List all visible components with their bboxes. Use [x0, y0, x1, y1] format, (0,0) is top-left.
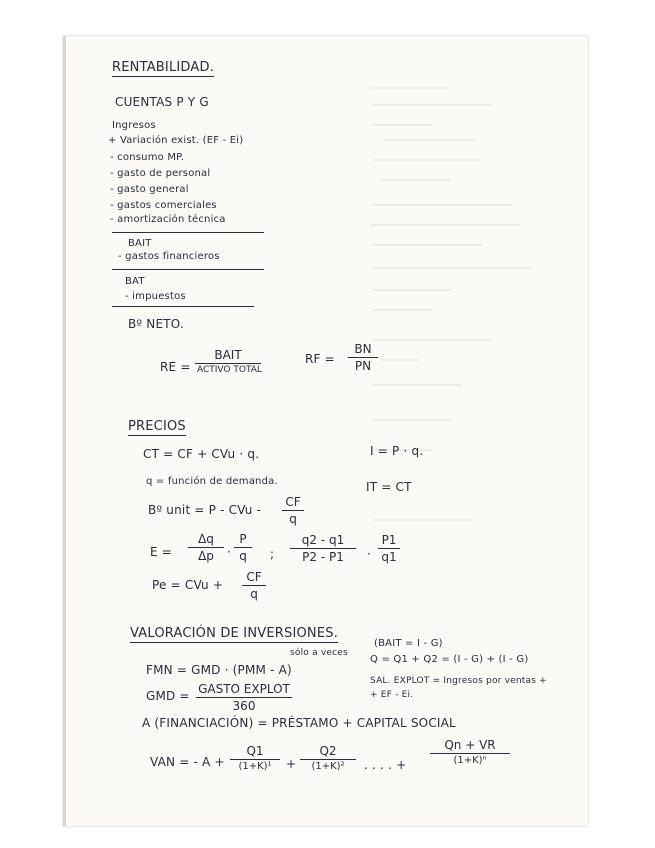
re-denominator: ACTIVO TOTAL: [197, 365, 262, 376]
gmd-denominator: 360: [232, 699, 256, 714]
pe-numerator: CF: [246, 570, 262, 584]
e-f4-numerator: P1: [381, 533, 397, 547]
b-unit-fraction: [282, 495, 304, 526]
subtitle-cuentas-pyg: CUENTAS P Y G: [115, 95, 209, 109]
van-f3-denominator: (1+K)ⁿ: [453, 755, 487, 767]
pe-fraction: [242, 570, 266, 601]
van-plus: +: [286, 757, 297, 771]
beneficio-neto: Bº NETO.: [128, 317, 184, 331]
pyg-line-2: + Variación exist. (EF - Ei): [108, 135, 244, 146]
e-lhs: E =: [150, 545, 173, 559]
pyg-line-3: - consumo MP.: [110, 152, 185, 163]
fmn-equation: FMN = GMD · (PMM - A): [146, 663, 292, 677]
e-dot-2: ·: [367, 547, 372, 561]
van-f3-numerator: Qn + VR: [444, 738, 496, 752]
b-unit-lhs: Bº unit = P - CVu -: [148, 503, 262, 517]
e-dot: ·: [227, 545, 232, 559]
pyg-line-6: - gastos comerciales: [110, 200, 217, 211]
divider: [112, 269, 264, 270]
section-title-precios: PRECIOS: [128, 419, 186, 434]
pyg-line-7: - amortización técnica: [110, 214, 226, 225]
re-lhs: RE =: [160, 360, 191, 374]
e-f1-numerator: Δq: [198, 532, 214, 546]
financiacion-equation: A (FINANCIACIÓN) = PRÉSTAMO + CAPITAL SOCIAL: [142, 716, 456, 730]
pyg-line-5: - gasto general: [110, 184, 189, 195]
e-f4-denominator: q1: [381, 550, 397, 565]
i-equation: I = P · q.: [370, 444, 424, 458]
q-equation: Q = Q1 + Q2 = (I - G) + (I - G): [370, 654, 529, 665]
e-fraction-1: [188, 532, 224, 563]
van-f2-denominator: (1+K)²: [311, 761, 345, 773]
it-ct-equation: IT = CT: [366, 480, 412, 494]
pyg-line-4: - gasto de personal: [110, 168, 211, 179]
rf-lhs: RF =: [305, 352, 335, 366]
bait-label: BAIT: [128, 238, 152, 249]
e-fraction-4: [378, 533, 400, 564]
gmd-lhs: GMD =: [146, 689, 190, 703]
e-f3-numerator: q2 - q1: [301, 533, 345, 547]
pyg-line-1: Ingresos: [112, 120, 156, 131]
gmd-fraction: [196, 682, 292, 713]
ct-equation: CT = CF + CVu · q.: [143, 447, 260, 461]
van-f1-denominator: (1+K)¹: [238, 761, 272, 773]
gmd-numerator: GASTO EXPLOT: [198, 682, 290, 696]
saldo-explot-2: + EF - Ei.: [370, 690, 414, 700]
pe-denominator: q: [250, 587, 258, 602]
van-fraction-2: [300, 744, 356, 772]
van-dots: . . . . +: [364, 758, 407, 772]
impuestos: - impuestos: [125, 291, 186, 302]
bait-note: (BAIT = I - G): [374, 638, 443, 649]
e-f2-numerator: P: [239, 532, 247, 546]
e-f1-denominator: Δp: [198, 549, 214, 564]
e-fraction-2: [234, 532, 252, 563]
divider: [112, 232, 264, 233]
gastos-financieros: - gastos financieros: [118, 251, 220, 262]
pe-lhs: Pe = CVu +: [152, 578, 224, 592]
e-fraction-3: [290, 533, 356, 564]
b-unit-denominator: q: [289, 512, 297, 527]
van-fraction-1: [230, 744, 280, 772]
rf-denominator: PN: [354, 359, 372, 374]
section-title-valoracion: VALORACIÓN DE INVERSIONES.: [130, 626, 339, 641]
van-f2-numerator: Q2: [319, 744, 337, 758]
saldo-explot: SAL. EXPLOT = Ingresos por ventas +: [370, 676, 547, 686]
divider: [112, 306, 254, 307]
b-unit-numerator: CF: [285, 495, 301, 509]
e-f3-denominator: P2 - P1: [302, 550, 344, 565]
van-f1-numerator: Q1: [246, 744, 264, 758]
solo-a-veces-note: sólo a veces: [290, 648, 348, 658]
e-f2-denominator: q: [239, 549, 247, 564]
rf-fraction: [348, 342, 378, 373]
re-fraction: [195, 348, 261, 375]
bat-label: BAT: [125, 276, 145, 287]
section-title-rentabilidad: RENTABILIDAD.: [112, 60, 215, 75]
rf-numerator: BN: [354, 342, 372, 356]
q-definition: q = función de demanda.: [146, 476, 278, 487]
re-numerator: BAIT: [214, 348, 242, 362]
van-lhs: VAN = - A +: [150, 755, 225, 769]
e-semicolon: ;: [270, 547, 275, 561]
van-fraction-3: [430, 738, 510, 766]
